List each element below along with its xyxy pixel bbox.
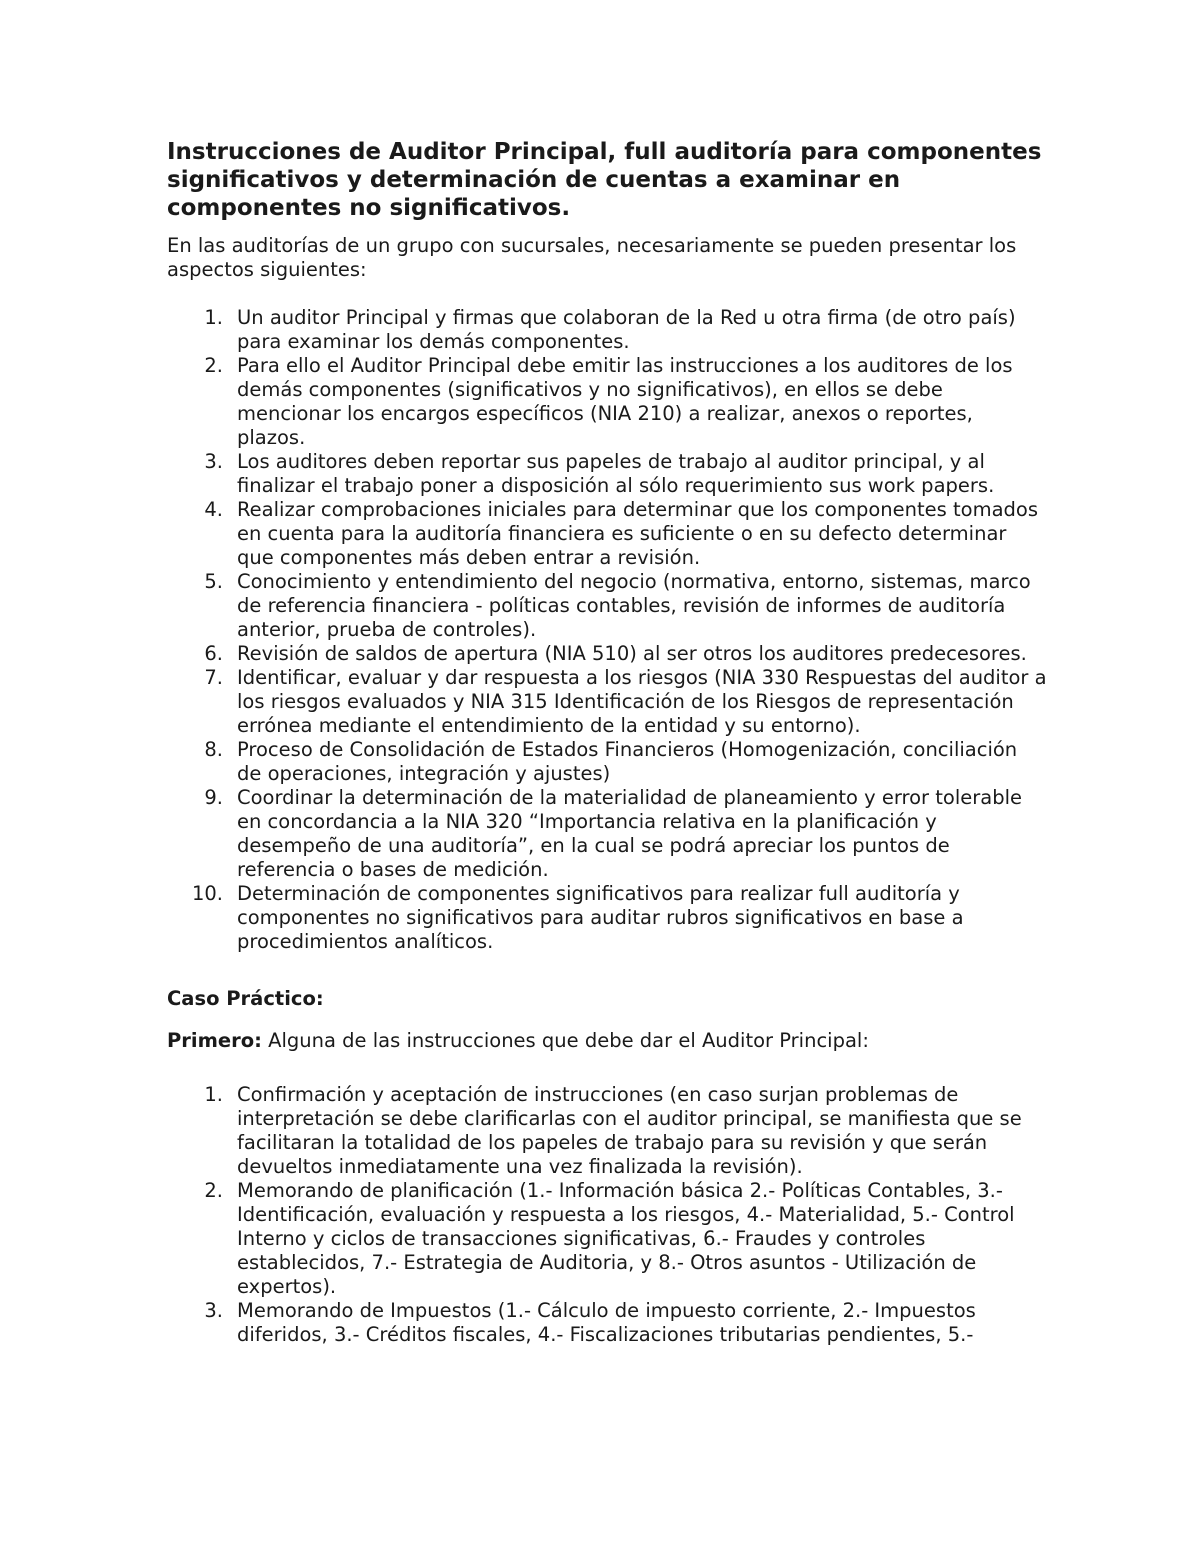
list-item bbox=[167, 570, 1047, 642]
list-item-number: 2. bbox=[204, 1179, 223, 1202]
list-item-number: 5. bbox=[204, 570, 223, 593]
aspects-list bbox=[167, 306, 1047, 954]
document-title: Instrucciones de Auditor Principal, full auditoría para componentes significativos y determinación de cuentas a examinar en componentes no significativos. bbox=[167, 139, 1042, 221]
list-item-text: Coordinar la determinación de la materialidad de planeamiento y error tolerable en concordancia a la NIA 320 “Importancia relativa en la planificación y desempeño de una auditoría”, en la cual se podrá apreciar los puntos de referencia o bases de medición. bbox=[237, 786, 1022, 881]
document-page bbox=[167, 138, 1047, 1347]
list-item-number: 6. bbox=[204, 642, 223, 665]
list-item bbox=[167, 1179, 1047, 1299]
list-item-text: Memorando de Impuestos (1.- Cálculo de impuesto corriente, 2.- Impuestos diferidos, 3.- Créditos fiscales, 4.- Fiscalizaciones tributarias pendientes, 5.- bbox=[237, 1299, 976, 1346]
list-item bbox=[167, 738, 1047, 786]
list-item-number: 4. bbox=[204, 498, 223, 521]
list-item-text: Confirmación y aceptación de instrucciones (en caso surjan problemas de interpretación se debe clarificarlas con el auditor principal, se manifiesta que se facilitaran la totalidad de los papeles de trabajo para su revisión y que serán devueltos inmediatamente una vez finalizada la revisión). bbox=[237, 1083, 1022, 1178]
list-item-text: Identificar, evaluar y dar respuesta a los riesgos (NIA 330 Respuestas del auditor a los riesgos evaluados y NIA 315 Identificación de los Riesgos de representación errónea mediante el entendimiento de la entidad y su entorno). bbox=[237, 666, 1047, 737]
list-item bbox=[167, 498, 1047, 570]
list-item-text: Determinación de componentes significativos para realizar full auditoría y componentes no significativos para auditar rubros significativos en base a procedimientos analíticos. bbox=[237, 882, 964, 953]
list-item-number: 3. bbox=[204, 450, 223, 473]
list-item-number: 8. bbox=[204, 738, 223, 761]
list-item bbox=[167, 642, 1047, 666]
instructions-list bbox=[167, 1083, 1047, 1347]
first-paragraph bbox=[167, 1029, 1047, 1053]
list-item-number: 7. bbox=[204, 666, 223, 689]
list-item-text: Memorando de planificación (1.- Información básica 2.- Políticas Contables, 3.- Identificación, evaluación y respuesta a los riesgos, 4.- Materialidad, 5.- Control Interno y ciclos de transacciones significativas, 6.- Fraudes y controles establecidos, 7.- Estrategia de Auditoria, y 8.- Otros asuntos - Utilización de expertos). bbox=[237, 1179, 1015, 1298]
list-item bbox=[167, 666, 1047, 738]
list-item bbox=[167, 786, 1047, 882]
list-item bbox=[167, 306, 1047, 354]
list-item bbox=[167, 1299, 1047, 1347]
list-item-number: 1. bbox=[204, 1083, 223, 1106]
case-heading: Caso Práctico: bbox=[167, 987, 324, 1010]
list-item-text: Conocimiento y entendimiento del negocio (normativa, entorno, sistemas, marco de referencia financiera - políticas contables, revisión de informes de auditoría anterior, prueba de controles). bbox=[237, 570, 1031, 641]
list-item-number: 9. bbox=[204, 786, 223, 809]
list-item bbox=[167, 354, 1047, 450]
list-item-text: Proceso de Consolidación de Estados Financieros (Homogenización, conciliación de operaciones, integración y ajustes) bbox=[237, 738, 1018, 785]
list-item bbox=[167, 882, 1047, 954]
list-item-text: Los auditores deben reportar sus papeles de trabajo al auditor principal, y al finalizar el trabajo poner a disposición al sólo requerimiento sus work papers. bbox=[237, 450, 995, 497]
first-label: Primero: bbox=[167, 1029, 262, 1052]
list-item bbox=[167, 450, 1047, 498]
list-item-text: Un auditor Principal y firmas que colaboran de la Red u otra firma (de otro país) para examinar los demás componentes. bbox=[237, 306, 1016, 353]
list-item-text: Realizar comprobaciones iniciales para determinar que los componentes tomados en cuenta para la auditoría financiera es suficiente o en su defecto determinar que componentes más deben entrar a revisión. bbox=[237, 498, 1038, 569]
list-item-number: 3. bbox=[204, 1299, 223, 1322]
list-item-text: Revisión de saldos de apertura (NIA 510) al ser otros los auditores predecesores. bbox=[237, 642, 1027, 665]
intro-paragraph: En las auditorías de un grupo con sucursales, necesariamente se pueden presentar los aspectos siguientes: bbox=[167, 234, 1017, 281]
list-item-number: 1. bbox=[204, 306, 223, 329]
list-item-number: 10. bbox=[191, 882, 223, 905]
list-item-number: 2. bbox=[204, 354, 223, 377]
first-text: Alguna de las instrucciones que debe dar el Auditor Principal: bbox=[261, 1029, 869, 1052]
list-item bbox=[167, 1083, 1047, 1179]
list-item-text: Para ello el Auditor Principal debe emitir las instrucciones a los auditores de los demás componentes (significativos y no significativos), en ellos se debe mencionar los encargos específicos (NIA 210) a realizar, anexos o reportes, plazos. bbox=[237, 354, 1013, 449]
